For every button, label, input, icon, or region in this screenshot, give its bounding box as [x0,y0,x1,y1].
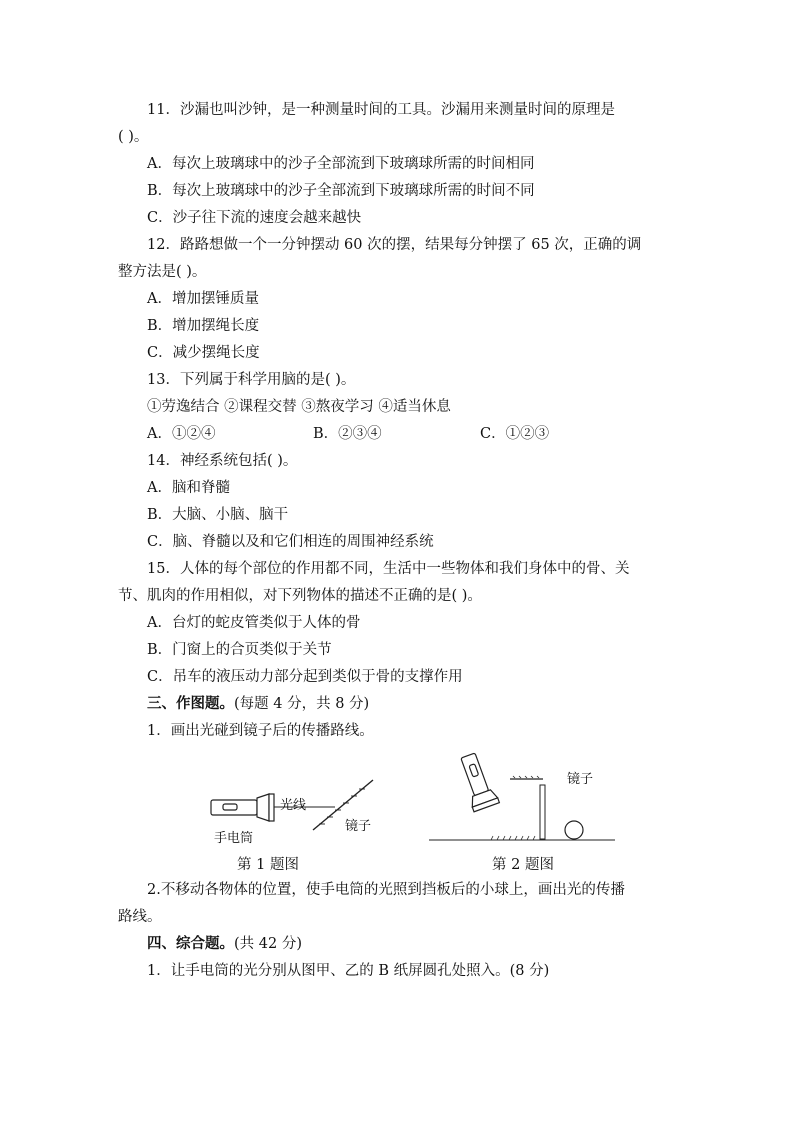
q14-option-b: B．大脑、小脑、脑干 [147,507,289,523]
q13-option-a: A．①②④ [147,426,216,442]
figure-1-label-light: 光线 [280,798,307,813]
figure-2-diagram [425,752,620,844]
section4-note: (共 42 分) [234,936,302,952]
flashlight-icon [211,794,274,821]
q11-option-c: C．沙子往下流的速度会越来越快 [147,210,362,226]
q15-stem-line1: 15．人体的每个部位的作用都不同，生活中一些物体和我们身体中的骨、关 [147,561,630,577]
q14-option-a: A．脑和脊髓 [147,480,230,496]
section3-title: 三、作图题。 [147,695,234,712]
q14-option-c: C．脑、脊髓以及和它们相连的周围神经系统 [147,534,434,550]
q12-option-b: B．增加摆绳长度 [147,318,260,334]
q12-stem-line2: 整方法是( )。 [118,264,207,280]
ground-hatching [491,836,535,840]
q15-option-b: B．门窗上的合页类似于关节 [147,642,332,658]
section3-heading [147,694,369,714]
q14-stem: 14．神经系统包括( )。 [147,453,298,469]
q13-option-c: C．①②③ [480,426,550,442]
figure-1-label-flashlight: 手电筒 [214,831,254,846]
q15-option-a: A．台灯的蛇皮管类似于人体的骨 [147,615,361,631]
q13-option-b: B．②③④ [313,426,382,442]
section3-q2-line2: 路线。 [118,909,162,925]
q11-option-a: A．每次上玻璃球中的沙子全部流到下玻璃球所需的时间相同 [147,156,535,172]
figure-2-label-mirror: 镜子 [567,772,594,787]
q15-stem-line2: 节、肌肉的作用相似，对下列物体的描述不正确的是( )。 [118,588,482,604]
q12-option-c: C．减少摆绳长度 [147,345,260,361]
section4-heading [147,934,302,954]
q12-stem-line1: 12．路路想做一个一分钟摆动 60 次的摆，结果每分钟摆了 65 次，正确的调 [147,237,642,253]
section4-q1: 1．让手电筒的光分别从图甲、乙的 B 纸屏圆孔处照入。(8 分) [147,963,550,979]
q11-option-b: B．每次上玻璃球中的沙子全部流到下玻璃球所需的时间不同 [147,183,535,199]
q13-stem: 13．下列属于科学用脑的是( )。 [147,372,356,388]
q11-stem-line2: ( )。 [118,129,149,145]
section3-q2-line1: 2.不移动各物体的位置，使手电筒的光照到挡板后的小球上，画出光的传播 [147,882,625,898]
q15-option-c: C．吊车的液压动力部分起到类似于骨的支撑作用 [147,669,463,685]
figure-1-label-mirror: 镜子 [345,819,372,834]
section3-q1: 1．画出光碰到镜子后的传播路线。 [147,723,374,739]
flashlight-icon [455,752,499,812]
section4-title: 四、综合题。 [147,935,234,952]
q13-items: ①劳逸结合 ②课程交替 ③熬夜学习 ④适当休息 [147,399,451,415]
barrier-board [540,785,545,839]
section3-note: (每题 4 分，共 8 分) [234,696,370,712]
ball-icon [565,821,583,839]
figure-1-caption: 第 1 题图 [237,857,299,873]
q12-option-a: A．增加摆锤质量 [147,291,259,307]
q11-stem-line1: 11．沙漏也叫沙钟，是一种测量时间的工具。沙漏用来测量时间的原理是 [147,102,615,118]
mirror-hatching [513,776,539,778]
figure-2-caption: 第 2 题图 [492,857,554,873]
